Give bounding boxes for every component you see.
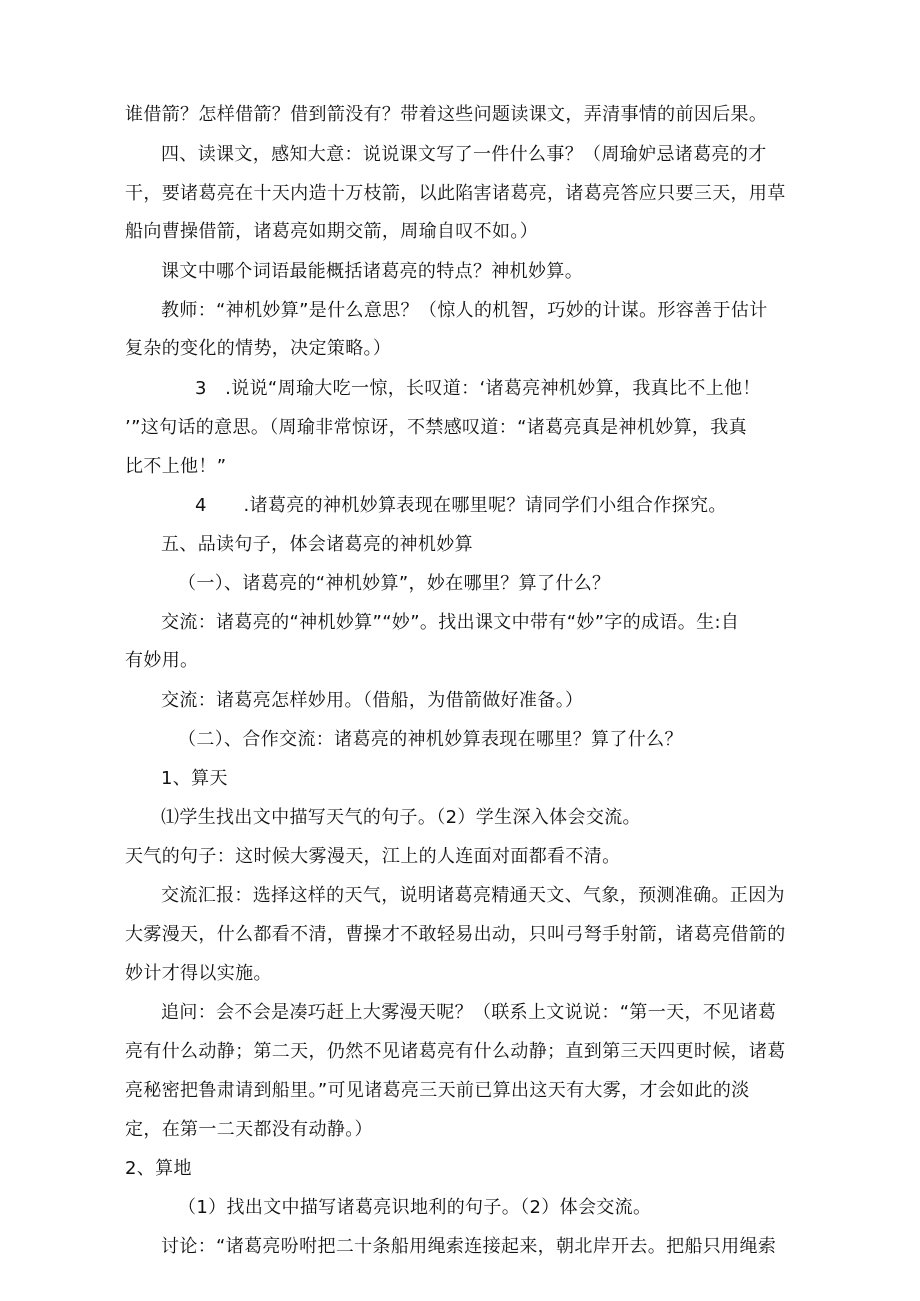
text-line: 有妙用。 (125, 650, 199, 671)
text-line: 亮秘密把鲁肃请到船里。”可见诸葛亮三天前已算出这天有大雾，才会如此的淡 (125, 1080, 750, 1101)
text-line: 亮有什么动静；第二天，仍然不见诸葛亮有什么动静；直到第三天四更时候，诸葛 (125, 1041, 786, 1062)
item-heading: 1、算天 (161, 768, 228, 789)
text-line: 讨论：“诸葛亮吩咐把二十条船用绳索连接起来，朝北岸开去。把船只用绳索 (161, 1236, 777, 1257)
text-line: 比不上他！” (125, 456, 227, 477)
text-line: ⑴学生找出文中描写天气的句子。（2）学生深入体会交流。 (161, 807, 641, 828)
text-line: 复杂的变化的情势，决定策略。） (125, 338, 392, 359)
text-line: 4 .诸葛亮的神机妙算表现在哪里呢？请同学们小组合作探究。 (195, 495, 727, 516)
text-line: 追问：会不会是凑巧赶上大雾漫天呢？（联系上文说说：“第一天，不见诸葛 (161, 1002, 777, 1023)
subsection-heading: （一）、诸葛亮的“神机妙算”，妙在哪里？算了什么？ (178, 573, 611, 594)
text-line: 3 .说说“周瑜大吃一惊，长叹道：‘诸葛亮神机妙算，我真比不上他！ (195, 378, 761, 399)
text-line: 谁借箭？怎样借箭？借到箭没有？带着这些问题读课文，弄清事情的前因后果。 (125, 104, 768, 125)
text-line: 交流：诸葛亮怎样妙用。（借船，为借箭做好准备。） (161, 690, 584, 711)
section-heading: 五、品读句子，体会诸葛亮的神机妙算 (161, 534, 473, 555)
text-line: 天气的句子：这时候大雾漫天，江上的人连面对面都看不清。 (125, 846, 621, 867)
text-line: ’”这句话的意思。（周瑜非常惊讶，不禁感叹道：“诸葛亮真是神机妙算，我真 (125, 417, 747, 438)
text-line: 交流：诸葛亮的“神机妙算”“妙”。找出课文中带有“妙”字的成语。生:自 (161, 612, 740, 633)
text-line: 妙计才得以实施。 (125, 963, 272, 984)
text-line: （1）找出文中描写诸葛亮识地利的句子。（2）体会交流。 (178, 1197, 652, 1218)
text-line: 干，要诸葛亮在十天内造十万枝箭，以此陷害诸葛亮，诸葛亮答应只要三天，用草 (125, 183, 786, 204)
item-heading: 2、算地 (125, 1158, 192, 1179)
subsection-heading: （二）、合作交流：诸葛亮的神机妙算表现在哪里？算了什么？ (178, 729, 683, 750)
text-line: 四、读课文，感知大意：说说课文写了一件什么事？（周瑜妒忌诸葛亮的才 (161, 144, 767, 165)
text-line: 船向曹操借箭，诸葛亮如期交箭，周瑜自叹不如。） (125, 221, 539, 242)
text-line: 教师：“神机妙算”是什么意思？（惊人的机智，巧妙的计谋。形容善于估计 (161, 300, 768, 321)
text-line: 课文中哪个词语最能概括诸葛亮的特点？神机妙算。 (161, 261, 584, 282)
text-line: 大雾漫天，什么都看不清，曹操才不敢轻易出动，只叫弓弩手射箭，诸葛亮借箭的 (125, 924, 786, 945)
text-line: 交流汇报：选择这样的天气，说明诸葛亮精通天文、气象，预测准确。正因为 (161, 885, 785, 906)
text-line: 定，在第一二天都没有动静。） (125, 1119, 373, 1140)
